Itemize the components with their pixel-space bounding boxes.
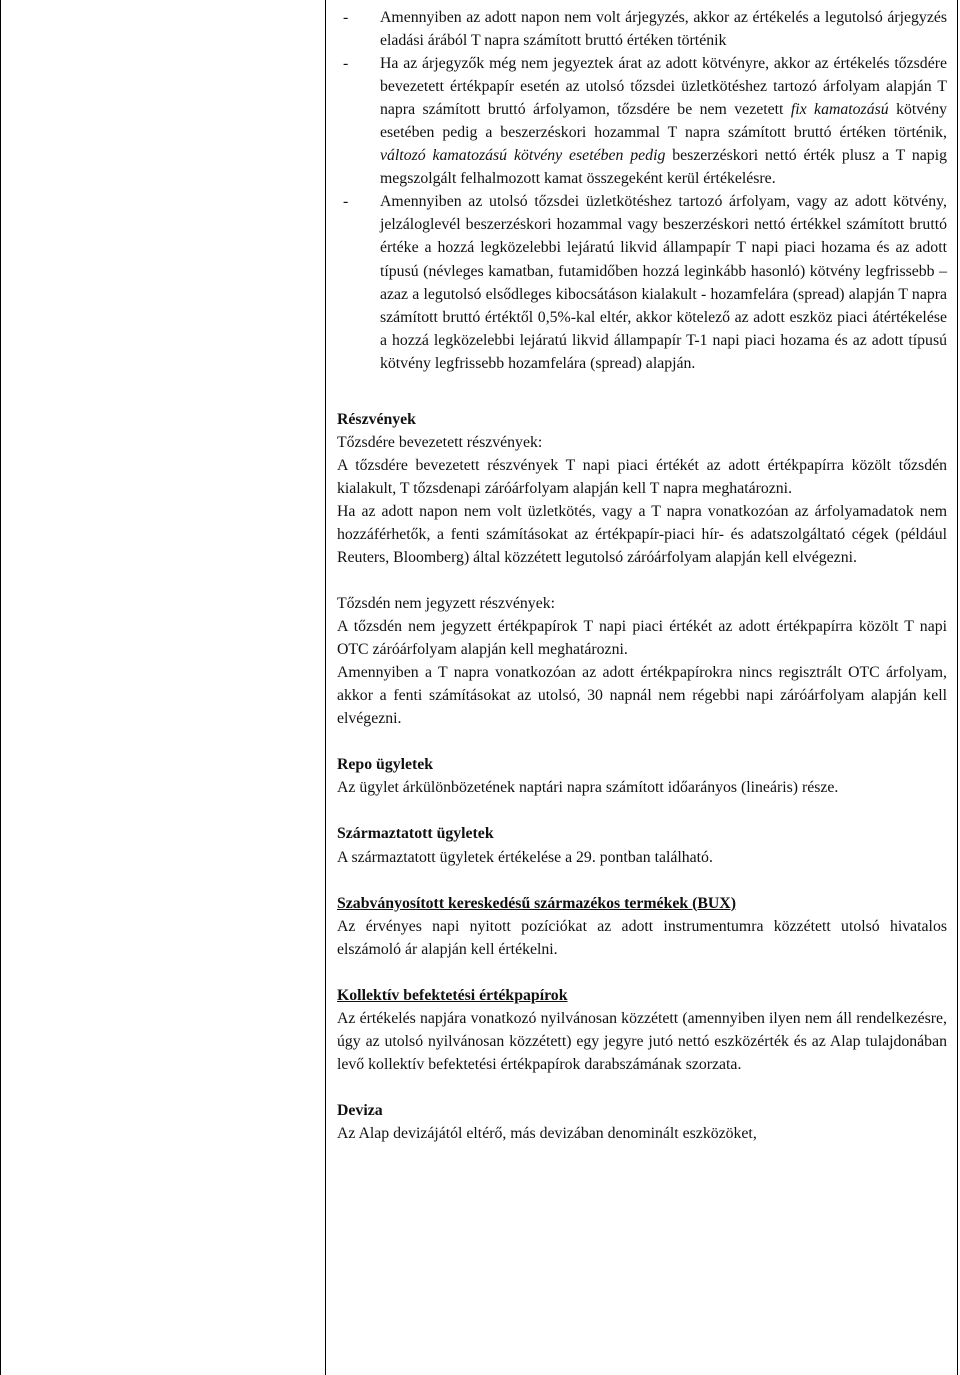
list-item [337,6,947,52]
paragraph: Az ügylet árkülönbözetének naptári napra számított időarányos (lineáris) része. [337,779,839,797]
paragraph: Amennyiben a T napra vonatkozóan az adott értékpapírokra nincs regisztrált OTC árfolyam, akkor a fenti számításokat az utolsó, 30 napnál nem régebbi napi záróárfolyam alapján kell elvégezni. [337,664,947,728]
list-dash: - [343,9,349,26]
list-item-text: Ha az árjegyzők még nem jegyeztek árat az adott kötvényre, akkor az értékelés tőzsdére bevezetett értékpapír esetén az utolsó tőzsdei üzletkötéshez tartozó árfolyam alapján T napra számított bruttó árfolyamon, tőzsdére be nem vezetett [380,55,947,119]
spacer [337,961,947,984]
spacer [337,398,947,408]
list-item [337,190,947,374]
italic-term: fix kamatozású [790,101,889,119]
section-heading: Deviza [337,1101,383,1119]
subheading: Tőzsdére bevezetett részvények: [337,433,543,451]
spacer [337,569,947,592]
list-item-text: kötvény esetében pedig a beszerzéskori hozammal T napra számított bruttó értéken történik, [380,101,947,142]
paragraph: A tőzsdén nem jegyzett értékpapírok T napi piaci értékét az adott értékpapírra közölt T napi OTC záróárfolyam alapján kell meghatározni. [337,618,947,659]
section-heading: Kollektív befektetési értékpapírok [337,986,568,1004]
paragraph: Az érvényes napi nyitott pozíciókat az adott instrumentumra közzétett utolsó hivatalos elszámoló ár alapján kell értékelni. [337,917,947,958]
section-heading: Származtatott ügyletek [337,825,494,843]
paragraph: Az Alap devizájától eltérő, más devizában denominált eszközöket, [337,1124,757,1142]
spacer [337,375,947,398]
list-item-text: beszerzéskori nettó érték plusz a T napig megszolgált felhalmozott kamat összegeként kerül értékelésre. [380,147,947,188]
section-heading: Részvények [337,410,416,428]
list-dash: - [343,193,349,211]
section-heading: Szabványosított kereskedésű származékos termékek (BUX) [337,894,736,912]
column-divider [325,0,326,1375]
paragraph: A származtatott ügyletek értékelése a 29. pontban található. [337,848,713,866]
list-item [337,52,947,190]
paragraph: A tőzsdére bevezetett részvények T napi piaci értékét az adott értékpapírra közölt tőzsdén kialakult, T tőzsdenapi záróárfolyam alapján kell T napra meghatározni. [337,456,947,497]
spacer [337,730,947,753]
subheading: Tőzsdén nem jegyzett részvények: [337,595,555,613]
document-body [337,6,947,1145]
paragraph: Ha az adott napon nem volt üzletkötés, vagy a T napra vonatkozóan az árfolyamadatok nem hozzáférhetők, a fenti számításokat az értékpapír-piaci hír- és adatszolgáltató cégek (például Reuters, Bloomberg) által közzétett legutolsó záróárfolyam alapján kell elvégezni. [337,502,947,567]
italic-term: változó kamatozású kötvény esetében pedig [380,147,666,165]
section-heading: Repo ügyletek [337,756,434,774]
list-item-text: Amennyiben az adott napon nem volt árjegyzés, akkor az értékelés a legutolsó árjegyzés eladási árából T napra számított bruttó értéken történik [380,9,947,50]
spacer [337,869,947,892]
spacer [337,799,947,822]
paragraph: Az értékelés napjára vonatkozó nyilvánosan közzétett (amennyiben ilyen nem áll rendelkezésre, úgy az utolsó nyilvánosan közzétett) egy jegyre jutó nettó eszközérték és az Alap tulajdonában levő kollektív befektetési értékpapírok darabszámának szorzata. [337,1009,947,1073]
list-dash: - [343,55,349,73]
list-item-text: Amennyiben az utolsó tőzsdei üzletkötéshez tartozó árfolyam, vagy az adott kötvény, jelzáloglevél beszerzéskori hozammal vagy beszerzéskori nettó értékkel számított bruttó értéke a hozzá legközelebbi lejáratú likvid állampapír T napi piaci hozama és az adott típusú (névleges kamatban, futamidőben hozzá leginkább hasonló) kötvény legfrissebb – azaz a legutolsó elsődleges kibocsátáson kialakult - hozamfelára (spread) alapján T napra számított bruttó értéktől 0,5%-kal eltér, akkor kötelező az adott eszköz piaci átértékelése a hozzá legközelebbi lejáratú likvid állampapír T-1 napi piaci hozama és az adott típusú kötvény legfrissebb hozamfelára (spread) alapján. [380,193,947,372]
spacer [337,1076,947,1099]
